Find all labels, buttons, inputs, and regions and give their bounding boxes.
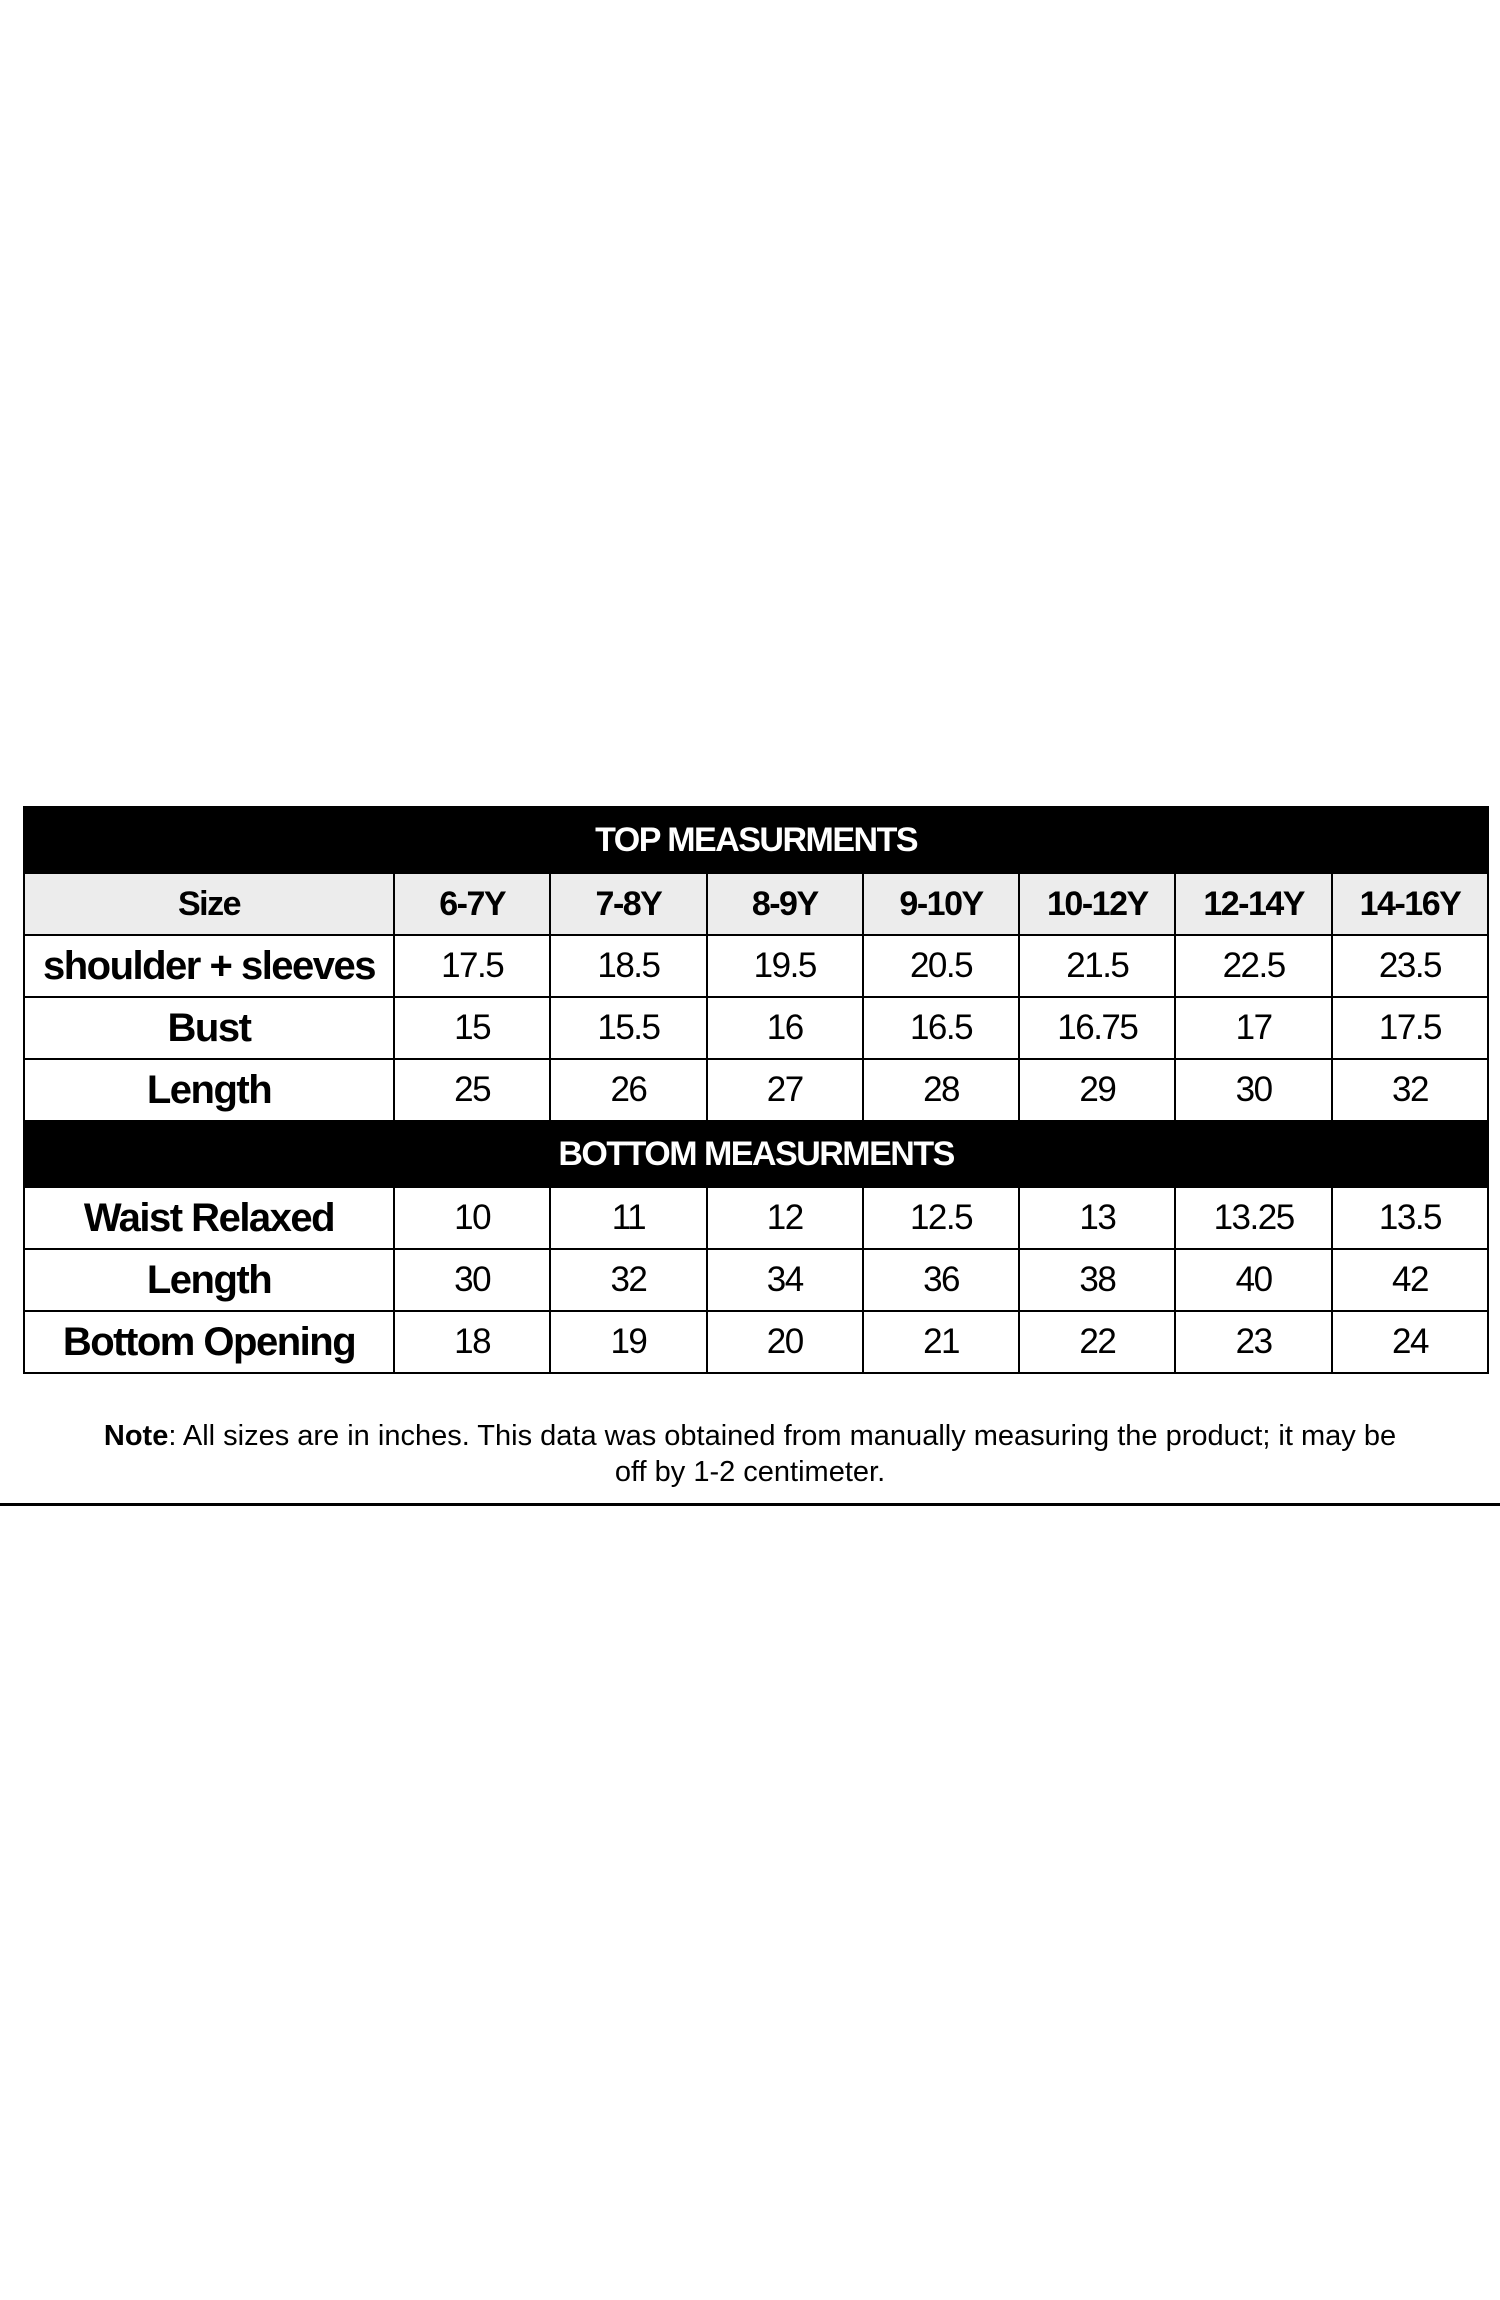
measurement-cell: 22.5 (1175, 935, 1331, 997)
top-section-title: TOP MEASURMENTS (24, 807, 1488, 873)
measurement-cell: 16.75 (1019, 997, 1175, 1059)
measurement-cell: 13 (1019, 1187, 1175, 1249)
measurement-cell: 34 (707, 1249, 863, 1311)
measurement-cell: 29 (1019, 1059, 1175, 1121)
note-text: : All sizes are in inches. This data was obtained from manually measuring the product; it may be off by 1-2 centimeter. (168, 1420, 1397, 1488)
horizontal-divider (0, 1503, 1500, 1506)
table-row (24, 1311, 1488, 1373)
row-label-bust: Bust (24, 997, 394, 1059)
size-column-header: 7-8Y (550, 873, 706, 935)
measurement-cell: 26 (550, 1059, 706, 1121)
measurement-note (100, 1418, 1400, 1490)
bottom-section-header (24, 1121, 1488, 1187)
measurement-cell: 24 (1332, 1311, 1488, 1373)
size-column-header: 10-12Y (1019, 873, 1175, 935)
measurement-cell: 42 (1332, 1249, 1488, 1311)
note-label: Note (103, 1420, 169, 1452)
measurement-cell: 36 (863, 1249, 1019, 1311)
measurement-cell: 12 (707, 1187, 863, 1249)
measurement-cell: 19 (550, 1311, 706, 1373)
table-row (24, 1059, 1488, 1121)
row-label-bottom-opening: Bottom Opening (24, 1311, 394, 1373)
measurement-cell: 10 (394, 1187, 550, 1249)
table-row (24, 1249, 1488, 1311)
measurement-cell: 12.5 (863, 1187, 1019, 1249)
size-column-header: 14-16Y (1332, 873, 1488, 935)
measurement-cell: 17.5 (1332, 997, 1488, 1059)
row-label-shoulder-sleeves: shoulder + sleeves (24, 935, 394, 997)
measurement-cell: 19.5 (707, 935, 863, 997)
measurement-cell: 23.5 (1332, 935, 1488, 997)
measurement-cell: 16.5 (863, 997, 1019, 1059)
size-column-header: 9-10Y (863, 873, 1019, 935)
measurement-cell: 21 (863, 1311, 1019, 1373)
measurement-cell: 30 (1175, 1059, 1331, 1121)
measurement-cell: 15 (394, 997, 550, 1059)
size-column-header: 6-7Y (394, 873, 550, 935)
measurement-cell: 13.5 (1332, 1187, 1488, 1249)
measurement-cell: 32 (550, 1249, 706, 1311)
row-label-top-length: Length (24, 1059, 394, 1121)
measurement-cell: 18 (394, 1311, 550, 1373)
measurement-cell: 18.5 (550, 935, 706, 997)
measurement-cell: 17 (1175, 997, 1331, 1059)
measurement-cell: 40 (1175, 1249, 1331, 1311)
table-row (24, 935, 1488, 997)
size-header-label: Size (24, 873, 394, 935)
table-row (24, 1187, 1488, 1249)
table-row (24, 997, 1488, 1059)
measurement-cell: 23 (1175, 1311, 1331, 1373)
measurement-cell: 11 (550, 1187, 706, 1249)
row-label-bottom-length: Length (24, 1249, 394, 1311)
measurement-cell: 20 (707, 1311, 863, 1373)
measurement-cell: 22 (1019, 1311, 1175, 1373)
top-section-header (24, 807, 1488, 873)
measurement-cell: 30 (394, 1249, 550, 1311)
measurement-cell: 20.5 (863, 935, 1019, 997)
measurement-cell: 38 (1019, 1249, 1175, 1311)
measurement-cell: 13.25 (1175, 1187, 1331, 1249)
row-label-waist-relaxed: Waist Relaxed (24, 1187, 394, 1249)
measurement-cell: 21.5 (1019, 935, 1175, 997)
measurement-cell: 25 (394, 1059, 550, 1121)
size-chart-table (23, 806, 1489, 1374)
size-header-row (24, 873, 1488, 935)
measurement-cell: 28 (863, 1059, 1019, 1121)
size-column-header: 8-9Y (707, 873, 863, 935)
measurement-cell: 27 (707, 1059, 863, 1121)
size-column-header: 12-14Y (1175, 873, 1331, 935)
measurement-cell: 17.5 (394, 935, 550, 997)
measurement-cell: 16 (707, 997, 863, 1059)
measurement-cell: 15.5 (550, 997, 706, 1059)
bottom-section-title: BOTTOM MEASURMENTS (24, 1121, 1488, 1187)
measurement-cell: 32 (1332, 1059, 1488, 1121)
